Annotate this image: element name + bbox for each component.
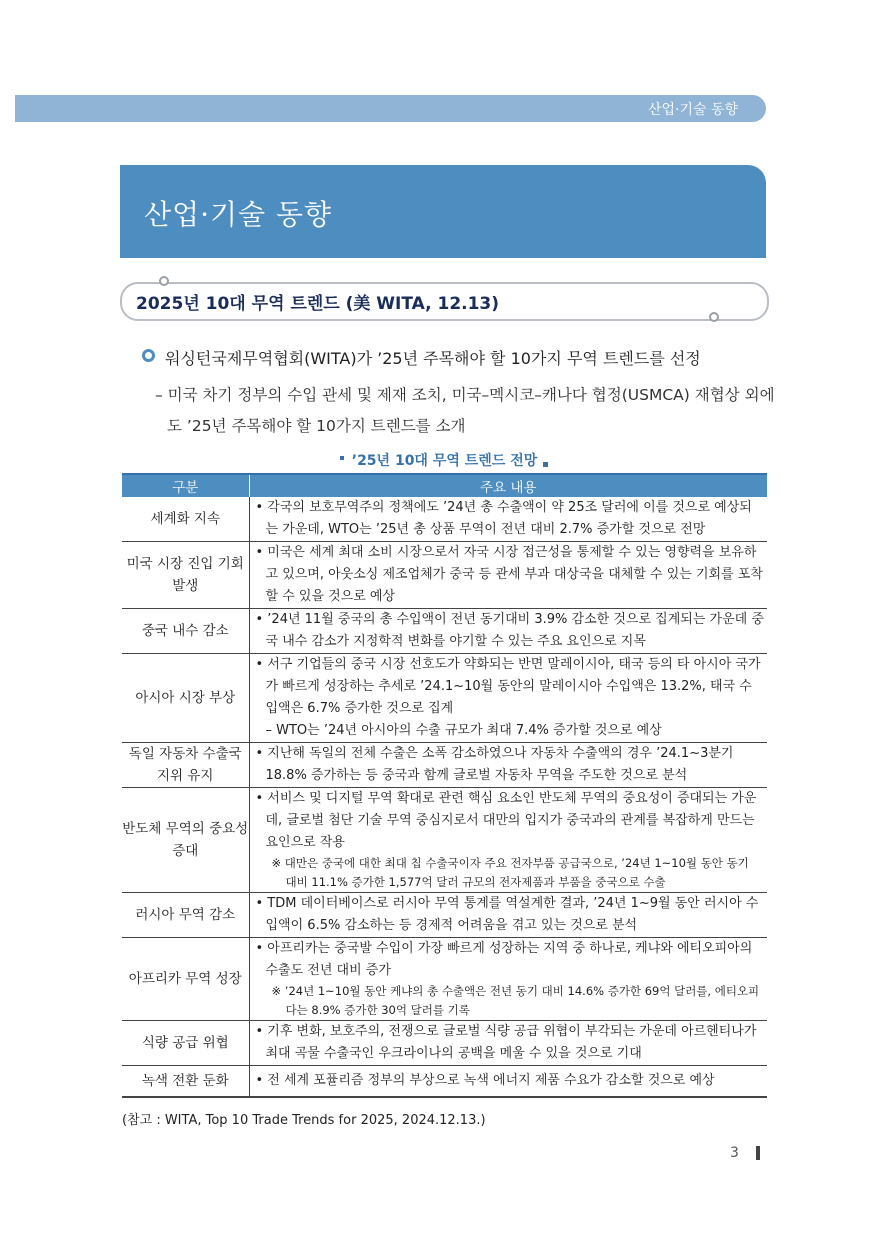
table-row (122, 788, 767, 893)
row-dash-point: – WTO는 ’24년 아시아의 수출 규모가 최대 7.4% 증가할 것으로 예상 (265, 723, 662, 738)
top-section-bar (15, 95, 766, 122)
row-content (249, 497, 767, 542)
table-row (122, 743, 767, 788)
row-note: ※ 대만은 중국에 대한 최대 칩 수출국이자 주요 전자부품 공급국으로, ’24년 1~10월 동안 동기 대비 11.1% 증가한 1,577억 달러 규모의 전자제품과 부품을 중국으로 수출 (271, 856, 749, 889)
caption-square-icon (543, 462, 548, 467)
main-point-text: 워싱턴국제무역협회(WITA)가 ’25년 주목해야 할 10가지 무역 트렌드를 선정 (165, 349, 701, 368)
row-content (249, 788, 767, 893)
table-caption-text: ’25년 10대 무역 트렌드 전망 (351, 453, 538, 469)
row-bullet: • ’24년 11월 중국의 총 수입액이 전년 동기대비 3.9% 감소한 것으로 집계되는 가운데 중국 내수 감소가 지정학적 변화를 야기할 수 있는 주요 요인으로 지목 (255, 612, 764, 649)
table-row (122, 938, 767, 1021)
row-content (249, 1066, 767, 1098)
row-content (249, 743, 767, 788)
headline-decor-dot-top (159, 276, 169, 286)
row-content (249, 938, 767, 1021)
row-bullet: • 지난해 독일의 전체 수출은 소폭 감소하였으나 자동차 수출액의 경우 ’24.1~3분기 18.8% 증가하는 등 중국과 함께 글로벌 자동차 무역을 주도한 것으로 분석 (255, 746, 734, 783)
row-content (249, 609, 767, 654)
row-bullet: • 아프리카는 중국발 수입이 가장 빠르게 성장하는 지역 중 하나로, 케냐와 에티오피아의 수출도 전년 대비 증가 (255, 941, 753, 978)
row-content (249, 1021, 767, 1066)
reference-note: (참고 : WITA, Top 10 Trade Trends for 2025, 2024.12.13.) (122, 1113, 486, 1128)
trend-table (122, 473, 767, 1098)
circle-bullet-icon (142, 349, 155, 362)
caption-square-icon (340, 456, 344, 460)
table-row (122, 1066, 767, 1098)
main-point (142, 346, 701, 369)
row-category: 독일 자동차 수출국 지위 유지 (122, 743, 249, 788)
table-header-row (122, 474, 767, 497)
headline-decor-dot-bottom (709, 312, 719, 322)
row-category: 러시아 무역 감소 (122, 893, 249, 938)
row-content (249, 893, 767, 938)
row-bullet: • 서비스 및 디지털 무역 확대로 관련 핵심 요소인 반도체 무역의 중요성이 증대되는 가운데, 글로벌 첨단 기술 무역 중심지로서 대만의 입지가 중국과의 관계를 복잡하게 만드는 요인으로 작용 (255, 791, 757, 850)
row-category: 세계화 지속 (122, 497, 249, 542)
row-category: 녹색 전환 둔화 (122, 1066, 249, 1098)
table-row (122, 893, 767, 938)
page-number-bar (756, 1146, 760, 1160)
table-row (122, 609, 767, 654)
table-caption (0, 450, 888, 470)
row-bullet: • 서구 기업들의 중국 시장 선호도가 약화되는 반면 말레이시아, 태국 등의 타 아시아 국가가 빠르게 성장하는 추세로 ’24.1~10월 동안의 말레이시아 수입액은 13.2%, 태국 수입액은 6.7% 증가한 것으로 집계 (255, 657, 761, 716)
row-bullet: • 전 세계 포퓰리즘 정부의 부상으로 녹색 에너지 제품 수요가 감소할 것으로 예상 (255, 1073, 715, 1088)
row-category: 반도체 무역의 중요성 증대 (122, 788, 249, 893)
banner-title: 산업·기술 동향 (144, 198, 333, 231)
row-category: 아프리카 무역 성장 (122, 938, 249, 1021)
row-category: 아시아 시장 부상 (122, 654, 249, 743)
row-bullet: • 기후 변화, 보호주의, 전쟁으로 글로벌 식량 공급 위협이 부각되는 가운데 아르헨티나가 최대 곡물 수출국인 우크라이나의 공백을 메울 수 있을 것으로 기대 (255, 1024, 757, 1061)
section-tag: 산업·기술 동향 (647, 102, 738, 118)
row-bullet: • 미국은 세계 최대 소비 시장으로서 자국 시장 접근성을 통제할 수 있는 영향력을 보유하고 있으며, 아웃소싱 제조업체가 중국 등 관세 부과 대상국을 대체할 수 있는 기회를 포착할 수 있을 것으로 예상 (255, 545, 763, 604)
row-content (249, 654, 767, 743)
row-bullet: • 각국의 보호무역주의 정책에도 ’24년 총 수출액이 약 25조 달러에 이를 것으로 예상되는 가운데, WTO는 ’25년 총 상품 무역이 전년 대비 2.7% 증가할 것으로 전망 (255, 500, 752, 537)
row-note: ※ ’24년 1~10월 동안 케냐의 총 수출액은 전년 동기 대비 14.6% 증가한 69억 달러를, 에티오피다는 8.9% 증가한 30억 달러를 기록 (271, 984, 760, 1017)
header-content: 주요 내용 (249, 474, 767, 497)
page-number: 3 (730, 1145, 739, 1161)
table-row (122, 654, 767, 743)
row-category: 중국 내수 감소 (122, 609, 249, 654)
section-banner (120, 165, 766, 258)
sub-point: – 미국 차기 정부의 수입 관세 및 제재 조치, 미국–멕시코–캐나다 협정(USMCA) 재협상 외에도 ’25년 주목해야 할 10가지 트렌드를 소개 (155, 386, 775, 435)
row-category: 미국 시장 진입 기회 발생 (122, 542, 249, 609)
row-content (249, 542, 767, 609)
table-row (122, 497, 767, 542)
row-category: 식량 공급 위협 (122, 1021, 249, 1066)
header-category: 구분 (122, 474, 249, 497)
headline-box (120, 282, 769, 321)
table-row (122, 1021, 767, 1066)
row-bullet: • TDM 데이터베이스로 러시아 무역 통계를 역설계한 결과, ’24년 1~9월 동안 러시아 수입액이 6.5% 감소하는 등 경제적 어려움을 겪고 있는 것으로 분석 (255, 896, 759, 933)
article-headline: 2025년 10대 무역 트렌드 (美 WITA, 12.13) (136, 294, 500, 314)
table-row (122, 542, 767, 609)
